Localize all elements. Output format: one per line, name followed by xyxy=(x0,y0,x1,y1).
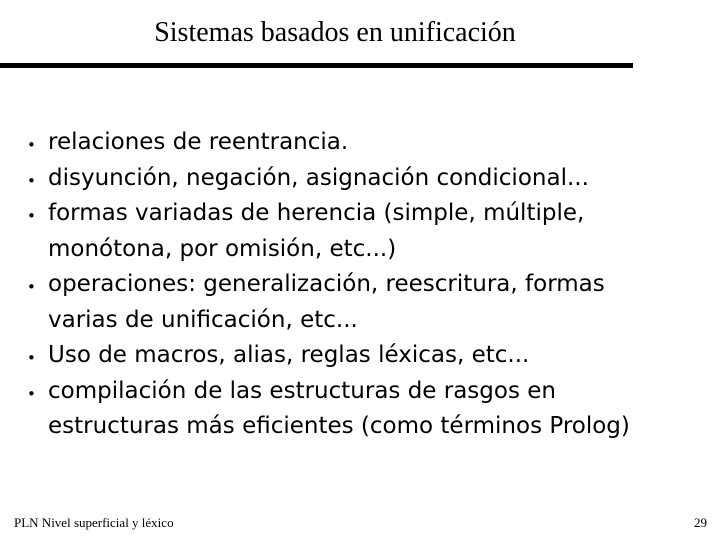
bullet-list xyxy=(0,125,710,445)
bullet-icon: • xyxy=(27,278,36,296)
slide-title: Sistemas basados en unificación xyxy=(154,17,516,48)
bullet-text-line: formas variadas de herencia (simple, múltiple, xyxy=(48,200,585,226)
footer-course-label: PLN Nivel superficial y léxico xyxy=(14,515,174,530)
bullet-icon: • xyxy=(27,384,36,403)
bullet-text-line: varias de unificación, etc... xyxy=(48,306,358,333)
bullet-icon: • xyxy=(27,207,36,225)
bullet-text-line: monótona, por omisión, etc...) xyxy=(48,235,397,262)
bullet-icon: • xyxy=(27,136,36,154)
bullet-icon: • xyxy=(27,349,36,367)
title-divider xyxy=(0,63,633,68)
bullet-text-line: estructuras más eficientes (como términos Prolog) xyxy=(48,413,630,439)
bullet-item-2 xyxy=(0,161,710,197)
bullet-item-4 xyxy=(0,267,710,338)
bullet-item-5 xyxy=(0,338,710,374)
bullet-text-line: operaciones: generalización, reescritura, formas xyxy=(48,271,605,297)
bullet-item-3 xyxy=(0,196,710,267)
page-number: 29 xyxy=(694,515,707,530)
bullet-icon: • xyxy=(27,171,36,190)
bullet-text-line: relaciones de reentrancia. xyxy=(48,129,349,155)
bullet-text-line: disyunción, negación, asignación condicional... xyxy=(48,164,589,191)
bullet-text-line: compilación de las estructuras de rasgos en xyxy=(48,377,556,404)
bullet-item-6 xyxy=(0,374,710,445)
bullet-item-1 xyxy=(0,125,710,161)
bullet-text-line: Uso de macros, alias, reglas léxicas, etc... xyxy=(48,342,530,368)
